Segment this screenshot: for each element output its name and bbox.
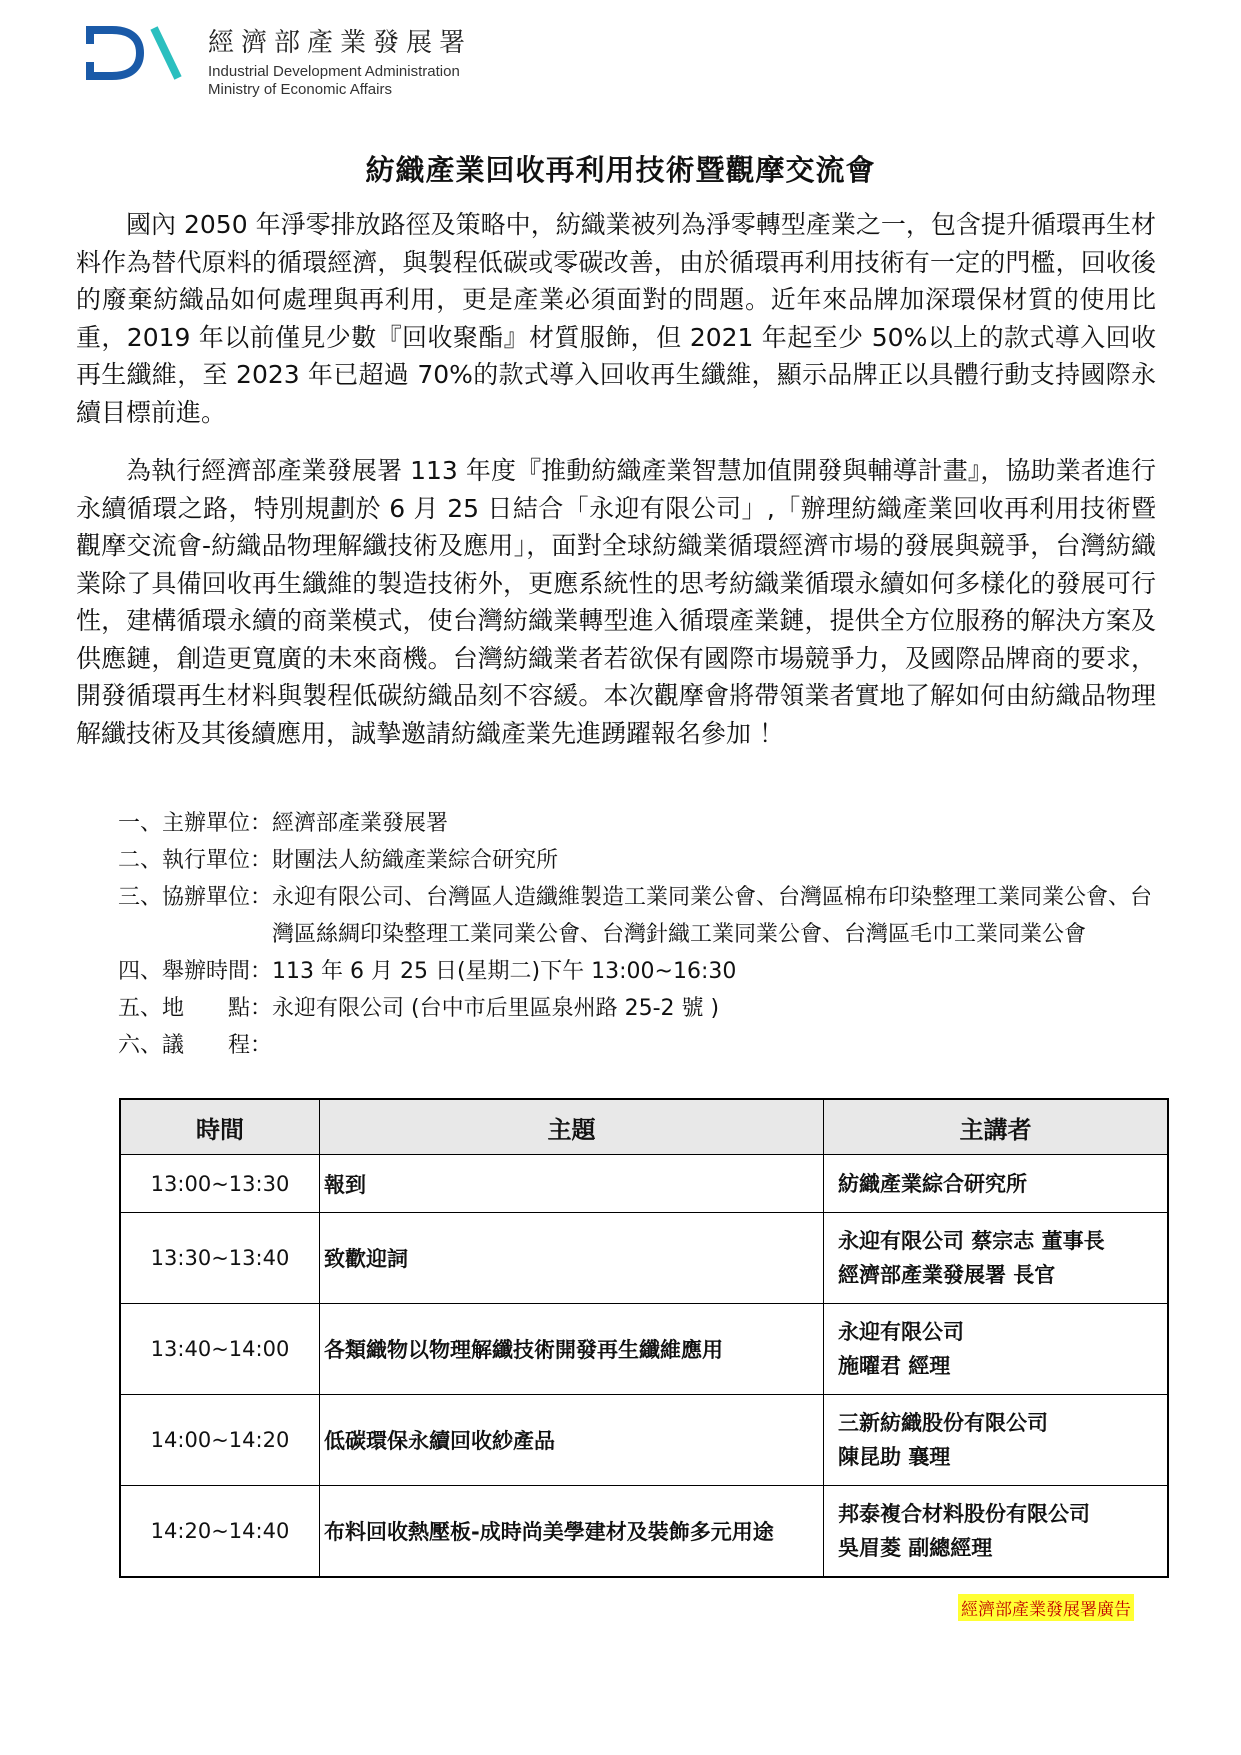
place-value: 永迎有限公司 (台中市后里區泉州路 25-2 號 ): [272, 996, 720, 1021]
speaker-line-1: 邦泰複合材料股份有限公司: [838, 1501, 1090, 1526]
row-speaker: [824, 1304, 1169, 1395]
org-name-cn: 經濟部產業發展署: [208, 28, 473, 58]
organizer-label: 一、主辦單位：: [118, 811, 273, 836]
agenda-label-row: [118, 1027, 1158, 1064]
row-time: 13:00~13:30: [120, 1155, 320, 1213]
speaker-line-1: 紡織產業綜合研究所: [838, 1171, 1027, 1196]
place-label: 五、地 點：: [118, 996, 273, 1021]
time-label: 四、舉辦時間：: [118, 959, 273, 984]
page-title: 紡織產業回收再利用技術暨觀摩交流會: [365, 153, 876, 187]
org-name-en: [208, 63, 460, 99]
table-row: [120, 1213, 1168, 1304]
row-speaker: [824, 1155, 1169, 1213]
table-row: [120, 1304, 1168, 1395]
org-name-en-line2: Ministry of Economic Affairs: [208, 81, 392, 98]
executor-value: 財團法人紡織產業綜合研究所: [272, 848, 559, 873]
header-time: 時間: [120, 1099, 320, 1155]
row-topic: 布料回收熱壓板-成時尚美學建材及裝飾多元用途: [320, 1486, 824, 1577]
co-organizer-row: [118, 879, 1158, 953]
speaker-line-1: 永迎有限公司 蔡宗志 董事長: [838, 1229, 1105, 1253]
executor-row: [118, 842, 1158, 879]
organizer-row: [118, 805, 1158, 842]
ida-logo-icon: [86, 24, 186, 82]
agenda-table: [119, 1098, 1169, 1578]
executor-label: 二、執行單位：: [118, 848, 273, 873]
intro-paragraph-2: 為執行經濟部產業發展署 113 年度『推動紡織產業智慧加值開發與輔導計畫』，協助業者進行永續循環之路，特別規劃於 6 月 25 日結合「永迎有限公司」,「辦理紡織產業回收再利用技術暨觀摩交流會-紡織品物理解纖技術及應用」，面對全球紡織業循環經濟市場的發展與競爭，台灣紡織業除了具備回收再生纖維的製造技術外，更應系統性的思考紡織業循環永續如何多樣化的發展可行性，建構循環永續的商業模式，使台灣紡織業轉型進入循環產業鏈，提供全方位服務的解決方案及供應鏈，創造更寬廣的未來商機。台灣紡織業者若欲保有國際市場競爭力，及國際品牌商的要求，開發循環再生材料與製程低碳紡織品刻不容緩。本次觀摩會將帶領業者實地了解如何由紡織品物理解纖技術及其後續應用，誠摯邀請紡織產業先進踴躍報名參加 ！: [76, 456, 1156, 748]
table-row: [120, 1155, 1168, 1213]
organizer-value: 經濟部產業發展署: [272, 811, 449, 836]
speaker-line-2: 經濟部產業發展署 長官: [838, 1263, 1056, 1287]
speaker-line-2: 陳昆助 襄理: [838, 1445, 951, 1469]
row-speaker: [824, 1486, 1169, 1577]
row-topic: 致歡迎詞: [320, 1213, 824, 1304]
speaker-line-2: 施曜君 經理: [838, 1354, 951, 1378]
time-row: [118, 953, 1158, 990]
logo: [86, 24, 186, 82]
row-topic: 低碳環保永續回收紗產品: [320, 1395, 824, 1486]
place-row: [118, 990, 1158, 1027]
time-value: 113 年 6 月 25 日(星期二)下午 13:00~16:30: [272, 959, 737, 984]
org-name-en-line1: Industrial Development Administration: [208, 63, 460, 80]
intro-paragraph-1: 國內 2050 年淨零排放路徑及策略中，紡織業被列為淨零轉型產業之一，包含提升循環再生材料作為替代原料的循環經濟，與製程低碳或零碳改善，由於循環再利用技術有一定的門檻，回收後的廢棄紡織品如何處理與再利用，更是產業必須面對的問題。近年來品牌加深環保材質的使用比重，2019 年以前僅見少數『回收聚酯』材質服飾，但 2021 年起至少 50%以上的款式導入回收再生纖維，至 2023 年已超過 70%的款式導入回收再生纖維，顯示品牌正以具體行動支持國際永續目標前進。: [76, 210, 1156, 427]
speaker-line-2: 吳眉菱 副總經理: [838, 1535, 993, 1560]
row-speaker: [824, 1395, 1169, 1486]
row-time: 13:40~14:00: [120, 1304, 320, 1395]
row-time: 14:00~14:20: [120, 1395, 320, 1486]
table-row: [120, 1395, 1168, 1486]
row-topic: 各類織物以物理解纖技術開發再生纖維應用: [320, 1304, 824, 1395]
row-time: 13:30~13:40: [120, 1213, 320, 1304]
row-time: 14:20~14:40: [120, 1486, 320, 1577]
header-speaker: 主講者: [824, 1099, 1169, 1155]
row-speaker: [824, 1213, 1169, 1304]
speaker-line-1: 三新紡織股份有限公司: [838, 1411, 1048, 1435]
co-organizer-label: 三、協辦單位：: [118, 885, 273, 910]
footer-ad-note: 經濟部產業發展署廣告: [958, 1594, 1134, 1621]
speaker-line-1: 永迎有限公司: [838, 1320, 964, 1344]
table-row: [120, 1486, 1168, 1577]
co-organizer-value: 永迎有限公司、台灣區人造纖維製造工業同業公會、台灣區棉布印染整理工業同業公會、台灣區絲綢印染整理工業同業公會、台灣針織工業同業公會、台灣區毛巾工業同業公會: [272, 885, 1153, 947]
event-info: [118, 805, 1158, 1064]
agenda-header-row: [120, 1099, 1168, 1155]
header-topic: 主題: [320, 1099, 824, 1155]
agenda-label: 六、議 程：: [118, 1033, 273, 1058]
row-topic: 報到: [320, 1155, 824, 1213]
